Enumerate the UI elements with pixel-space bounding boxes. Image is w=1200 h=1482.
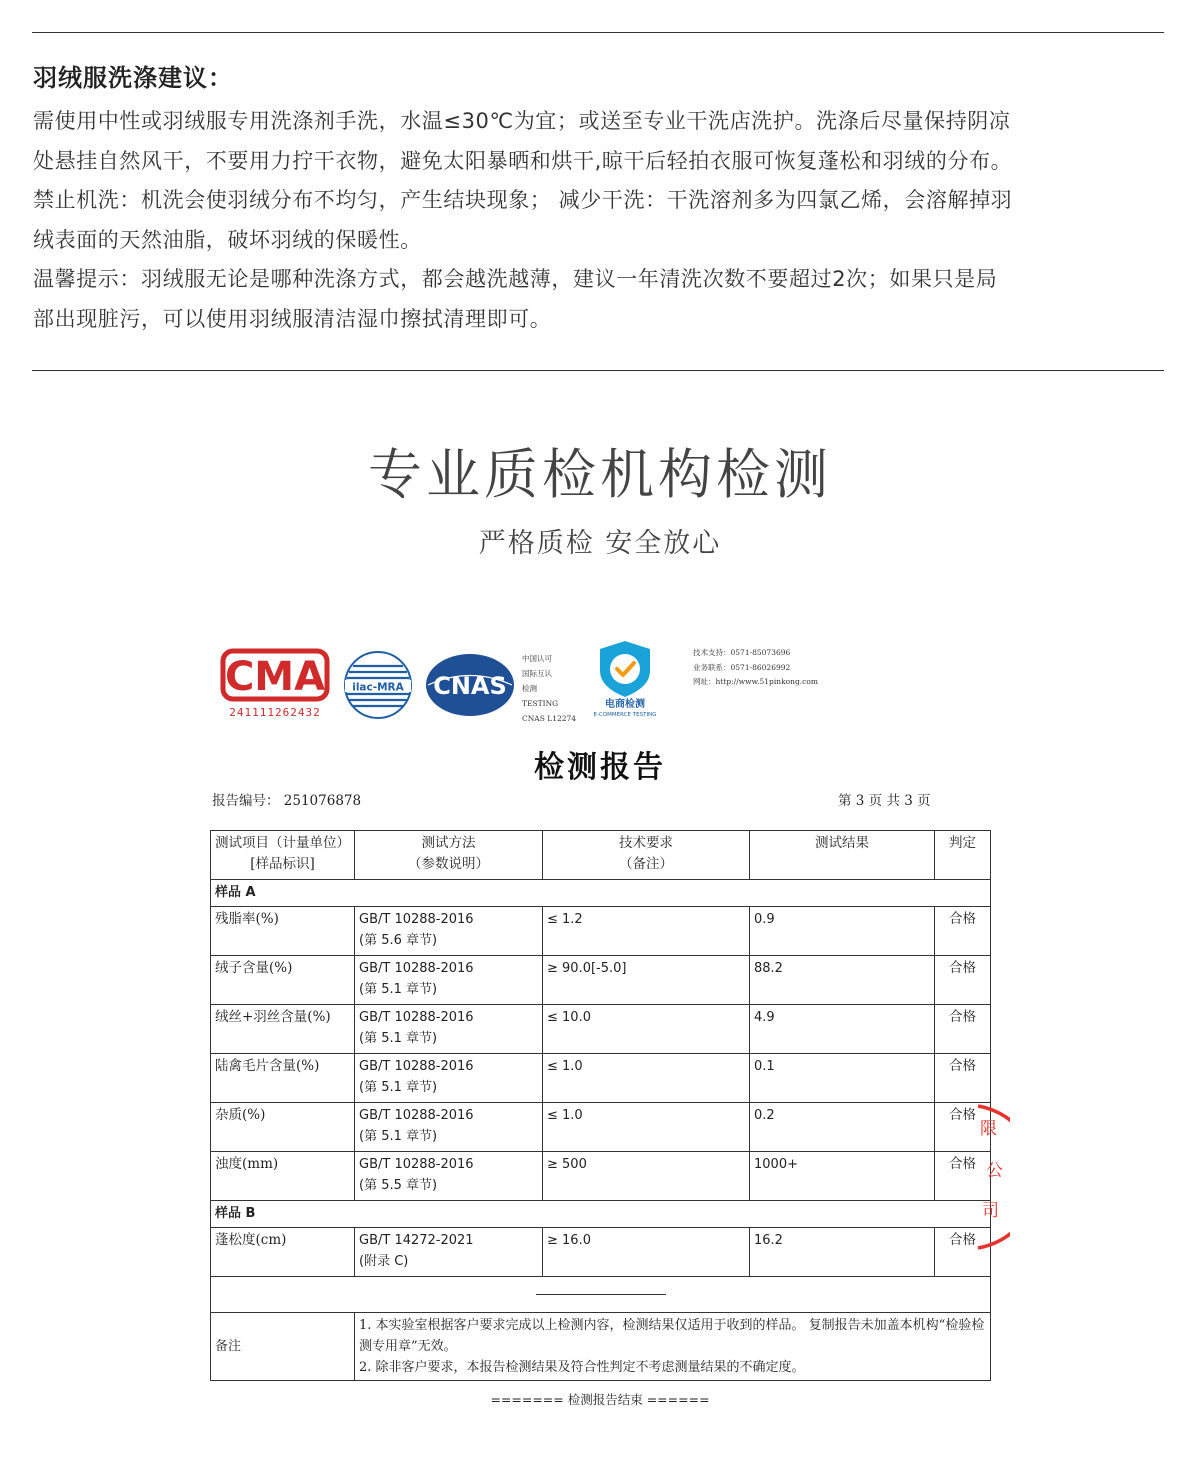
cma-logo [219,645,331,705]
cell-result: 88.2 [750,956,935,1005]
cell-judgement: 合格 [935,956,991,1005]
wash-advice-line: 处悬挂自然风干，不要用力拧干衣物，避免太阳暴晒和烘干,晾干后轻拍衣服可恢复蓬松和羽绒的分布。 [33,148,1013,173]
official-seal [950,1098,1010,1258]
wash-advice-line: 绒表面的天然油脂，破坏羽绒的保暖性。 [33,227,422,252]
cell-judgement: 合格 [935,1005,991,1054]
cnas-note-line: 检测 [522,684,537,693]
cell-requirement: ≥ 500 [543,1152,750,1201]
cnas-logo [424,652,516,718]
table-row [211,1005,991,1054]
cell-method: GB/T 10288-2016 (第 5.1 章节) [355,1005,543,1054]
seal-char: 限 [980,1119,997,1139]
wash-advice-title: 羽绒服洗涤建议： [33,64,233,92]
cell-method: GB/T 10288-2016 (第 5.1 章节) [355,1103,543,1152]
table-row [211,907,991,956]
cell-result: 16.2 [750,1228,935,1277]
cma-number: 241111262432 [229,706,321,719]
cell-result: 1000+ [750,1152,935,1201]
wash-advice-line: 需使用中性或羽绒服专用洗涤剂手洗，水温≤30℃为宜；或送至专业干洗店洗护。洗涤后尽量保持阴凉 [33,109,1011,133]
blank-row [211,1277,991,1313]
cnas-note-line: TESTING [522,699,559,708]
svg-text:限 公 司: 限 公 司 [980,1119,1003,1221]
ilac-mra-logo [343,650,413,720]
remarks-content [355,1313,991,1381]
header-cell: 技术要求 （备注） [543,831,750,880]
remark-line: 1. 本实验室根据客户要求完成以上检测内容，检测结果仅适用于收到的样品。 复制报告未加盖本机构“检验检测专用章”无效。 [359,1318,985,1354]
cnas-note-line: 国际互认 [522,669,552,678]
cell-item: 杂质(%) [211,1103,355,1152]
table-row [211,1054,991,1103]
contact-line: 网址：http://www.51pinkong.com [693,677,818,686]
cell-judgement: 合格 [935,907,991,956]
cell-item: 陆禽毛片含量(%) [211,1054,355,1103]
table-row [211,1152,991,1201]
cell-judgement: 合格 [935,1228,991,1277]
contact-info [693,646,818,690]
contact-line: 业务联系：0571-86026992 [693,662,791,672]
sample-b-row [211,1201,991,1228]
cell-method: GB/T 10288-2016 (第 5.6 章节) [355,907,543,956]
section-subtitle: 严格质检 安全放心 [478,528,722,559]
ecommerce-en: E-COMMERCE TESTING [593,712,657,718]
remark-line: 2. 除非客户要求，本报告检测结果及符合性判定不考虑测量结果的不确定度。 [359,1360,805,1375]
cell-method: GB/T 10288-2016 (第 5.1 章节) [355,956,543,1005]
remarks-row [211,1313,991,1381]
top-divider [32,32,1164,33]
header-cell: 测试结果 [750,831,935,880]
sample-a-label: 样品 A [211,880,991,907]
sample-b-label: 样品 B [211,1201,991,1228]
cell-result: 0.2 [750,1103,935,1152]
cell-requirement: ≤ 1.0 [543,1103,750,1152]
cell-result: 0.9 [750,907,935,956]
wash-advice-line: 温馨提示：羽绒服无论是哪种洗涤方式，都会越洗越薄，建议一年清洗次数不要超过2次；如果只是局 [33,267,998,291]
blank-cell [211,1277,991,1313]
blank-line [536,1294,666,1295]
cell-judgement: 合格 [935,1054,991,1103]
cell-item: 绒丝+羽丝含量(%) [211,1005,355,1054]
cell-requirement: ≤ 1.0 [543,1054,750,1103]
report-end-note: ======= 检测报告结束 ====== [490,1392,710,1407]
cell-method: GB/T 14272-2021 (附录 C) [355,1228,543,1277]
cnas-note-line: CNAS L12274 [522,714,577,723]
header-cell: 测试项目（计量单位） [样品标识] [211,831,355,880]
cell-requirement: ≤ 1.2 [543,907,750,956]
cell-method: GB/T 10288-2016 (第 5.1 章节) [355,1054,543,1103]
ecommerce-testing-logo [582,637,668,719]
report-number: 报告编号： 251076878 [212,793,362,809]
cnas-note [522,651,576,726]
cell-item: 蓬松度(cm) [211,1228,355,1277]
cell-judgement: 合格 [935,1152,991,1201]
cell-item: 浊度(mm) [211,1152,355,1201]
table-row [211,956,991,1005]
cnas-text: CNAS [433,672,507,700]
cell-requirement: ≥ 90.0[-5.0] [543,956,750,1005]
wash-advice-body [33,102,1173,339]
wash-advice-line: 部出现脏污，可以使用羽绒服清洁湿巾擦拭清理即可。 [33,306,552,331]
report-title: 检测报告 [534,750,666,785]
remarks-label: 备注 [211,1313,355,1381]
contact-line: 技术支持：0571-85073696 [693,648,791,657]
cell-result: 0.1 [750,1054,935,1103]
cell-item: 残脂率(%) [211,907,355,956]
cell-requirement: ≤ 10.0 [543,1005,750,1054]
page-indicator: 第 3 页 共 3 页 [838,793,931,809]
table-row [211,1228,991,1277]
ilac-text: ilac-MRA [352,681,404,694]
middle-divider [32,370,1164,371]
test-report-table [210,830,991,1381]
table-header-row [211,831,991,880]
cell-method: GB/T 10288-2016 (第 5.5 章节) [355,1152,543,1201]
wash-advice-line: 禁止机洗：机洗会使羽绒分布不均匀，产生结块现象； 减少干洗：干洗溶剂多为四氯乙烯，会溶解掉羽 [33,188,1013,212]
header-cell: 判定 [935,831,991,880]
header-cell: 测试方法 （参数说明） [355,831,543,880]
cell-judgement: 合格 [935,1103,991,1152]
ecommerce-cn: 电商检测 [605,699,645,710]
cnas-note-line: 中国认可 [522,654,552,663]
section-title: 专业质检机构检测 [368,443,832,506]
sample-a-row [211,880,991,907]
table-row [211,1103,991,1152]
cell-requirement: ≥ 16.0 [543,1228,750,1277]
cma-letters: CMA [224,654,326,700]
cell-result: 4.9 [750,1005,935,1054]
cell-item: 绒子含量(%) [211,956,355,1005]
